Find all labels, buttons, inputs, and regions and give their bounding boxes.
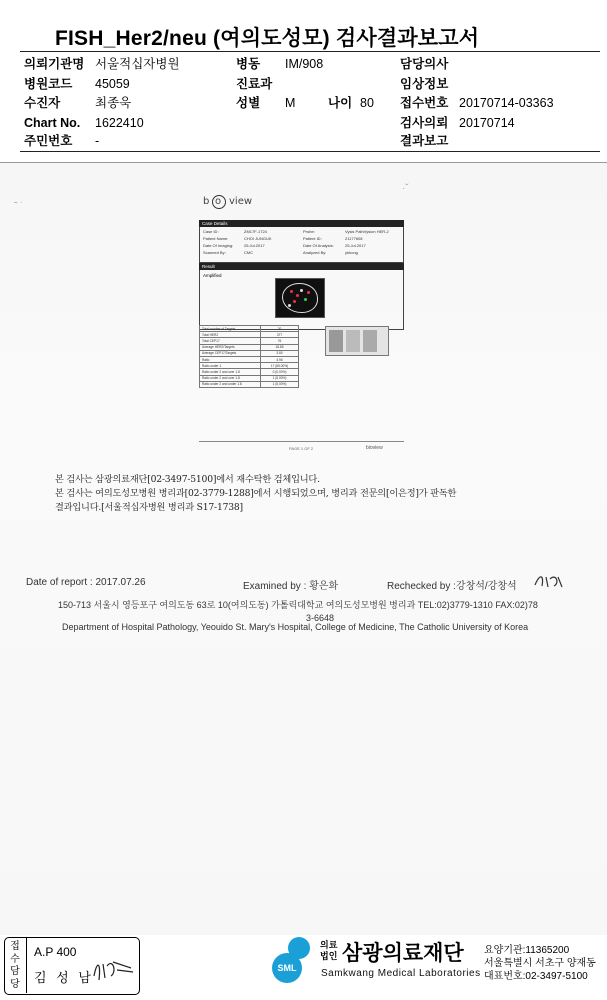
case-details-bar: Case Details [199, 220, 404, 227]
stats-label: Total number of Targets [200, 326, 261, 332]
sml-logo [270, 937, 320, 987]
fish-cell-image [275, 278, 325, 318]
scanned-by-value: CMC [244, 250, 254, 255]
department-line: Department of Hospital Pathology, Yeouido St. Mary's Hospital, College of Medicine, The Catholic University of Korea [62, 622, 529, 632]
stats-value: 3.80 [261, 350, 299, 356]
note-line-1: 본 검사는 삼광의료재단[02-3497-5100]에서 재수탁한 검체입니다. [55, 474, 320, 485]
scanned-report [0, 163, 607, 935]
amplified-label: Amplified [203, 273, 222, 278]
thumbnail [329, 330, 343, 352]
org-code: 요양기관:11365200 [484, 945, 570, 956]
result-box [199, 270, 404, 330]
header-top-rule [20, 51, 600, 52]
stats-value: 4.96 [261, 356, 299, 362]
bioview-mini-logo: bioview [366, 445, 383, 451]
stats-value: 17 (85.00%) [261, 363, 299, 369]
chart-no-label: Chart No. [24, 116, 81, 130]
stats-label: Total CEP17 [200, 338, 261, 344]
clinical-info-label: 임상정보 [400, 77, 449, 91]
note-line-2: 본 검사는 여의도성모병원 병리과[02-3779-1288]에서 시행되었으며, 병리과 전문의[이은정]가 판독한 [55, 488, 457, 499]
age-label: 나이 [328, 96, 353, 110]
stats-value: 1 (5.00%) [261, 381, 299, 387]
stats-label: Average CEP17/Targets [200, 350, 261, 356]
signal-dot [293, 300, 296, 303]
stats-label: Ratio under 2 and under 1.8 [200, 381, 261, 387]
case-id-value: ZM17F-1724 [244, 229, 267, 234]
case-details-box [199, 227, 404, 263]
stats-label: Ratio [200, 356, 261, 362]
signal-dot [288, 304, 291, 307]
stats-value: 76 [261, 338, 299, 344]
institution-label: 의뢰기관명 [24, 57, 85, 71]
org-address: 서울특별시 서초구 양재동 [484, 958, 596, 969]
page-number: PAGE 1 OF 2 [289, 446, 314, 451]
ap-code: A.P 400 [34, 945, 77, 959]
result-report-label: 결과보고 [400, 134, 449, 148]
sex-label: 성별 [236, 96, 261, 110]
stats-label: Ratio under 2 and over 1.8 [200, 369, 261, 375]
fish-report-page [199, 220, 404, 330]
ward-value: IM/908 [285, 57, 324, 71]
analysis-date-value: 25.Jul.2017 [345, 243, 366, 248]
stats-row [200, 381, 299, 387]
sex-value: M [285, 96, 296, 110]
chart-no-value: 1622410 [95, 116, 144, 130]
patient-name-value: CHOI JUNGUK [244, 236, 272, 241]
page-footer-rule [199, 441, 404, 442]
patient-label: 수진자 [24, 96, 61, 110]
signal-dot [300, 289, 303, 292]
stats-value: 0 (0.00%) [261, 369, 299, 375]
imaging-date-label: Date Of Imaging: [203, 243, 234, 248]
case-id-label: Case ID: [203, 229, 219, 234]
probe-value: Vysis PathVysion HER-2 [345, 229, 389, 234]
fish-thumbnails [325, 326, 389, 356]
lab-address: 150-713 서울시 영등포구 여의도동 63로 10(여의도동) 가톨릭대학교 여의도성모병원 병리과 TEL:02)3779-1310 FAX:02)78 [58, 600, 538, 610]
age-value: 80 [360, 96, 374, 110]
reception-label: 접수번호 [400, 96, 449, 110]
bioview-logo [203, 190, 273, 212]
stamp-divider [26, 938, 27, 993]
logo-text-pre: b [203, 196, 210, 207]
imaging-date-value: 25.Jul.2017 [244, 243, 265, 248]
fish-stats-table [199, 325, 299, 388]
report-header [0, 0, 607, 163]
stats-value: 1 (5.00%) [261, 375, 299, 381]
analysis-date-label: Date Of Analysis: [303, 243, 334, 248]
examined-by: Examined by : 황은화 [243, 581, 339, 592]
resident-id-label: 주민번호 [24, 134, 73, 148]
stats-label: Ratio under 1 [200, 363, 261, 369]
ward-label: 병동 [236, 57, 261, 71]
signal-dot [296, 294, 299, 297]
result-bar: Result [199, 263, 404, 270]
analyzed-by-value: ykhong [345, 250, 358, 255]
stats-value: 377 [261, 332, 299, 338]
institution-value: 서울적십자병원 [95, 57, 180, 71]
scan-speck: ˜ ˙ [14, 201, 24, 212]
receiver-signature [91, 954, 137, 984]
resident-id-value: - [95, 134, 100, 148]
lab-address-cont: 3-6648 [306, 613, 335, 623]
logo-text-mid: o [215, 196, 222, 207]
analyzed-by-label: Analyzed By: [303, 250, 327, 255]
report-title: FISH_Her2/neu (여의도성모) 검사결과보고서 [55, 27, 480, 50]
patient-id-value: 21177608 [345, 236, 363, 241]
date-of-report: Date of report : 2017.07.26 [26, 577, 146, 588]
logo-circle-large: SML [272, 953, 302, 983]
request-date-value: 20170714 [459, 116, 515, 130]
cell-outline [282, 283, 318, 313]
logo-text-post: view [229, 196, 253, 207]
reception-value: 20170714-03363 [459, 96, 554, 110]
signal-dot [304, 298, 307, 301]
note-line-3: 결과입니다.[서울적십자병원 병리과 S17-1738] [55, 502, 243, 513]
scan-speck: ·˘ [402, 183, 409, 194]
department-label: 진료과 [236, 77, 273, 91]
org-name: 삼광의료재단 [342, 942, 464, 965]
header-bottom-rule [20, 151, 600, 152]
stats-label: Average HER2/Targets [200, 344, 261, 350]
report-footer [0, 935, 607, 1000]
probe-label: Probe: [303, 229, 315, 234]
signal-dot [307, 291, 310, 294]
recheck-signature [532, 571, 572, 591]
reception-stamp-box [4, 937, 140, 995]
thumbnail [346, 330, 360, 352]
request-date-label: 검사의뢰 [400, 116, 449, 130]
reception-vertical-label: 접수담당 [10, 941, 20, 990]
stats-value: 18.85 [261, 344, 299, 350]
org-name-en: Samkwang Medical Laboratories [321, 968, 481, 979]
patient-value: 최종욱 [95, 96, 132, 110]
patient-id-label: Patient ID: [303, 236, 322, 241]
signal-dot [290, 290, 293, 293]
scanned-by-label: Scanned By: [203, 250, 226, 255]
patient-name-label: Patient Name: [203, 236, 229, 241]
stats-label: Ratio under 2 and over 1.8 [200, 375, 261, 381]
receiver-name: 김 성 남 [34, 970, 94, 985]
thumbnail [363, 330, 377, 352]
org-phone: 대표번호:02-3497-5100 [484, 971, 588, 982]
stats-value: 20 [261, 326, 299, 332]
rechecked-by: Rechecked by :강창석/강창석 [387, 581, 517, 592]
stats-label: Total HER2 [200, 332, 261, 338]
corp-label: 의료법인 [320, 940, 338, 961]
hospital-code-value: 45059 [95, 77, 130, 91]
hospital-code-label: 병원코드 [24, 77, 73, 91]
doctor-label: 담당의사 [400, 57, 449, 71]
